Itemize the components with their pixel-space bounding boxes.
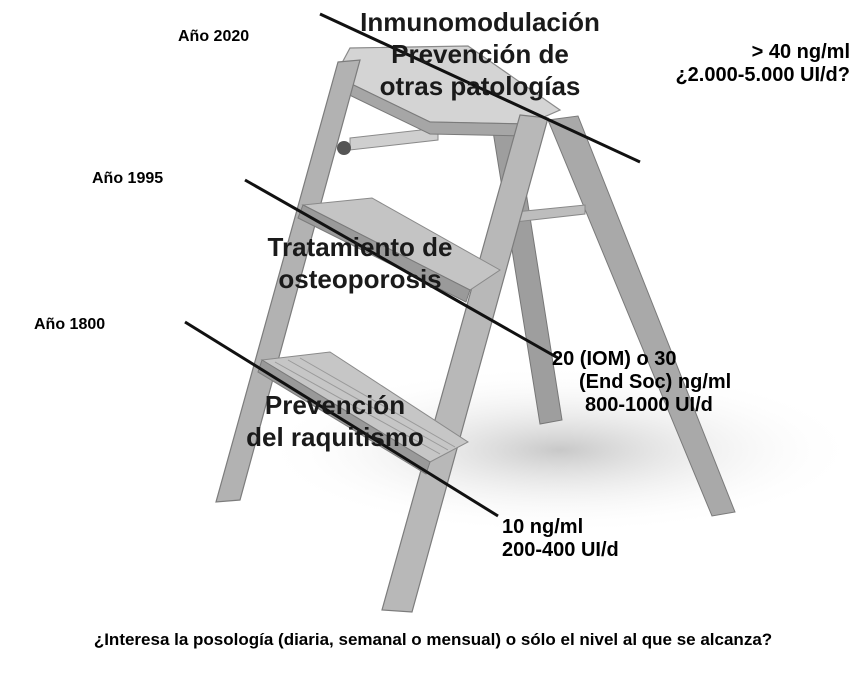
dose-top-line2: ¿2.000-5.000 UI/d? bbox=[675, 64, 850, 86]
middle-step-line1: Tratamiento de bbox=[267, 232, 453, 262]
dose-middle-line3: 800-1000 UI/d bbox=[585, 394, 713, 416]
middle-step-title bbox=[240, 231, 480, 295]
lower-step-title bbox=[230, 389, 440, 453]
lower-step-line1: Prevención bbox=[264, 390, 406, 420]
year-label-2020: Año 2020 bbox=[178, 28, 250, 45]
dose-top bbox=[628, 41, 850, 87]
top-step-line3: otras patologías bbox=[379, 71, 581, 101]
hinge-knob bbox=[337, 141, 351, 155]
footer-question: ¿Interesa la posología (diaria, semanal o mensual) o sólo el nivel al que se alcanza? bbox=[93, 630, 773, 649]
dose-lower-line2: 200-400 UI/d bbox=[502, 539, 619, 561]
dose-lower bbox=[502, 516, 702, 562]
dose-lower-line1: 10 ng/ml bbox=[502, 516, 584, 538]
top-step-line2: Prevención de bbox=[391, 39, 569, 69]
top-step-title bbox=[330, 6, 630, 102]
dose-middle bbox=[552, 348, 782, 417]
middle-step-line2: osteoporosis bbox=[278, 264, 442, 294]
top-step-line1: Inmunomodulación bbox=[360, 7, 600, 37]
year-label-1995: Año 1995 bbox=[92, 170, 164, 187]
dose-middle-line1: 20 (IOM) o 30 bbox=[552, 348, 677, 370]
dose-middle-line2: (End Soc) ng/ml bbox=[579, 371, 732, 393]
dose-top-line1: > 40 ng/ml bbox=[751, 41, 850, 63]
year-label-1800: Año 1800 bbox=[34, 316, 106, 333]
lower-step-line2: del raquitismo bbox=[246, 422, 424, 452]
